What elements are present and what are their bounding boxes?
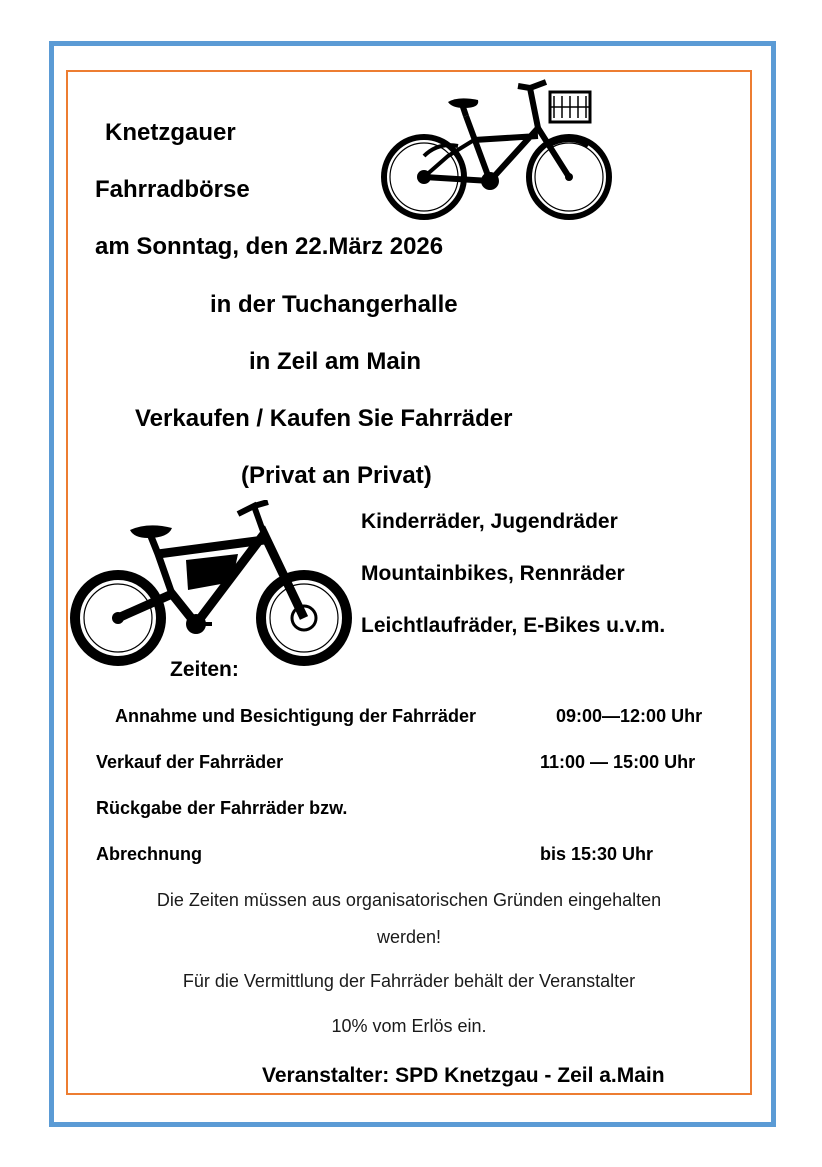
schedule-label: Rückgabe der Fahrräder bzw. — [96, 798, 348, 818]
schedule-label: Verkauf der Fahrräder — [96, 752, 284, 772]
schedule-label: Abrechnung — [96, 844, 202, 864]
mountain-bike-icon — [68, 500, 356, 672]
category-item: Mountainbikes, Rennräder — [361, 562, 625, 585]
category-item: Kinderräder, Jugendräder — [361, 510, 618, 533]
times-heading: Zeiten: — [170, 658, 239, 681]
offer-note: (Privat an Privat) — [241, 462, 432, 489]
event-town: in Zeil am Main — [249, 348, 422, 375]
notice-line-2: werden! — [376, 927, 442, 947]
fee-line-2: 10% vom Erlös ein. — [331, 1016, 487, 1036]
event-venue: in der Tuchangerhalle — [210, 291, 458, 318]
event-date: am Sonntag, den 22.März 2026 — [95, 233, 444, 260]
category-item: Leichtlaufräder, E-Bikes u.v.m. — [361, 614, 666, 637]
title-line-2: Fahrradbörse — [95, 176, 250, 203]
title-line-1: Knetzgauer — [105, 119, 236, 146]
organizer: Veranstalter: SPD Knetzgau - Zeil a.Main — [262, 1064, 665, 1087]
notice-line-1: Die Zeiten müssen aus organisatorischen Gründen eingehalten — [156, 890, 662, 910]
schedule-label: Annahme und Besichtigung der Fahrräder — [115, 706, 477, 726]
fee-line-1: Für die Vermittlung der Fahrräder behält der Veranstalter — [182, 971, 636, 991]
city-bike-icon — [378, 76, 620, 222]
offer-text: Verkaufen / Kaufen Sie Fahrräder — [135, 405, 513, 432]
schedule-time: 11:00 — 15:00 Uhr — [540, 752, 696, 772]
schedule-time: 09:00—12:00 Uhr — [556, 706, 703, 726]
schedule-time: bis 15:30 Uhr — [540, 844, 654, 864]
